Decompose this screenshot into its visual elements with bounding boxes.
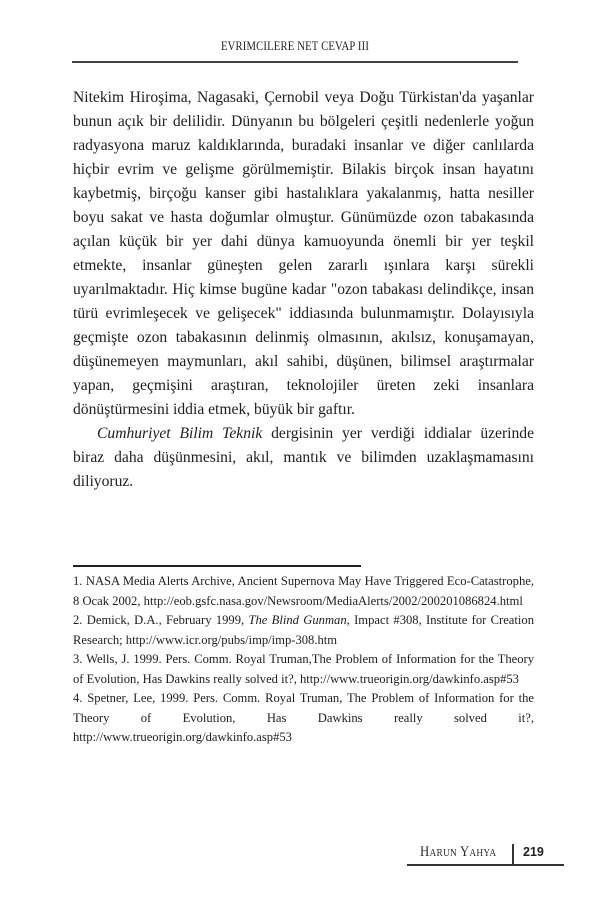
page-number: 219 <box>523 845 544 859</box>
running-header-title: EVRIMCILERE NET CEVAP III <box>220 38 370 53</box>
footnote-number: 4. <box>73 691 83 705</box>
footer-author: Harun Yahya <box>420 844 497 860</box>
footer-rule <box>407 864 564 866</box>
footnote-text: Wells, J. 1999. Pers. Comm. Royal Truman,The Problem of Information for the Theory of Evolution, Has Dawkins really solved it?, http://www.trueorigin.org/dawkinfo.asp#53 <box>73 652 534 686</box>
footnote-1 <box>73 572 534 611</box>
header-rule <box>72 61 518 63</box>
footnote-text-post: , Impact #308, Institute for Creation Research; http://www.icr.org/pubs/imp/imp-308.htm <box>73 613 534 647</box>
footnote-text: NASA Media Alerts Archive, Ancient Supernova May Have Triggered Eco-Catastrophe, 8 Ocak 2002, http://eob.gsfc.nasa.gov/Newsroom/MediaAlerts/2002/200201086824.html <box>73 574 534 608</box>
footnote-number: 3. <box>73 652 83 666</box>
page-footer <box>407 838 564 866</box>
footnotes <box>73 572 534 748</box>
footnote-3 <box>73 650 534 689</box>
footnote-number: 1. <box>73 574 83 588</box>
paragraph-2-text: dergisinin yer verdiği iddialar üzerinde biraz daha düşünmesini, akıl, mantık ve bilimden uzaklaşmamasını diliyoruz. <box>73 425 535 490</box>
footnote-text-pre: Demick, D.A., February 1999, <box>86 613 249 627</box>
footnote-2 <box>73 611 534 650</box>
paragraph-2 <box>73 422 534 494</box>
footer-divider <box>512 844 514 865</box>
magazine-title: Cumhuriyet Bilim Teknik <box>97 425 263 442</box>
footnote-number: 2. <box>73 613 83 627</box>
footnote-separator <box>73 565 361 567</box>
footnote-text: Spetner, Lee, 1999. Pers. Comm. Royal Truman, The Problem of Information for the Theory of Evolution, Has Dawkins really solved it?, http://www.trueorigin.org/dawkinfo.asp#53 <box>73 691 534 744</box>
body-text <box>73 86 534 494</box>
paragraph-1: Nitekim Hiroşima, Nagasaki, Çernobil veya Doğu Türkistan'da yaşanlar bunun açık bir delilidir. Dünyanın bu bölgeleri çeşitli nedenlerle yoğun radyasyona maruz kaldıklarında, buradaki insanlar ve diğer canlılarda hiçbir evrim ve gelişme görülmemiştir. Bilakis birçok insan hayatını kaybetmiş, birçoğu kanser gibi hastalıklara yakalanmış, hatta nesiller boyu sakat ve hasta doğumlar olmuştur. Günümüzde ozon tabakasında açılan küçük bir yer dahi dünya kamuoyunda önemli bir yer teşkil etmekte, insanlar güneşten gelen zararlı ışınlara karşı sürekli uyarılmaktadır. Hiç kimse bugüne kadar "ozon tabakası delindikçe, insan türü evrimleşecek ve gelişecek" iddiasında bulunmamıştır. Dolayısıyla geçmişte ozon tabakasının delinmiş olmasının, akılsız, konuşamayan, düşünemeyen maymunları, akıl sahibi, düşünen, bilimsel araştırmalar yapan, geçmişini araştıran, teknolojiler üreten zeki insanlara dönüştürmesini iddia etmek, büyük bir gaftır. <box>73 89 534 418</box>
footnote-italic-title: The Blind Gunman <box>248 613 347 627</box>
footnote-4 <box>73 689 534 748</box>
